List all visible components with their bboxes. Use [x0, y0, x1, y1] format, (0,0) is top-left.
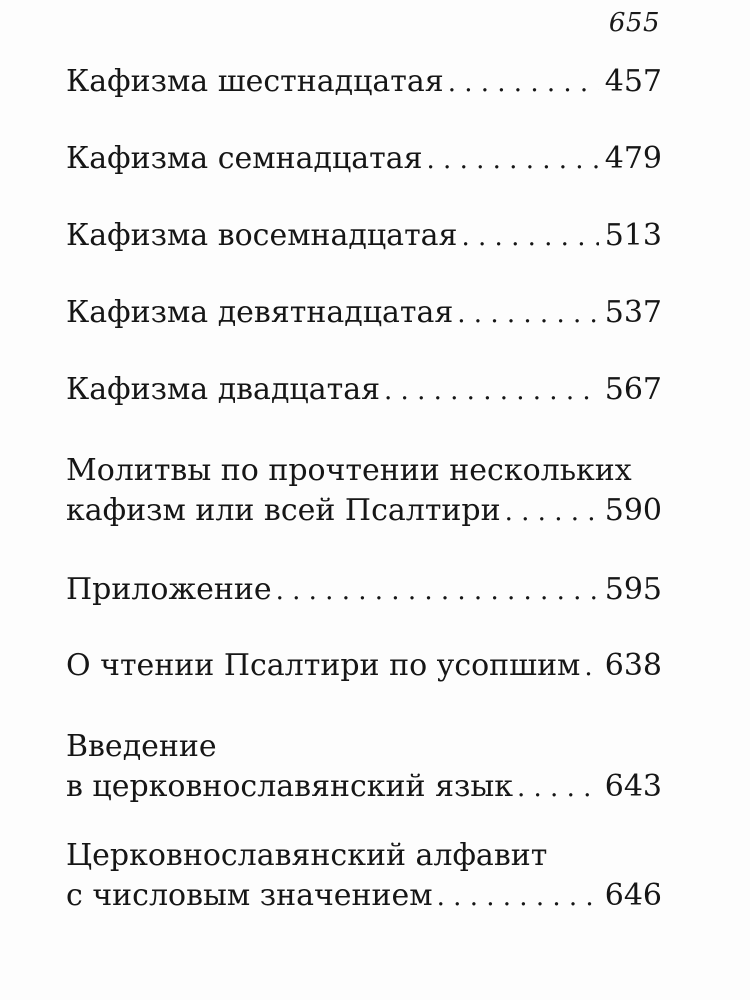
toc-entry-page: 643 [604, 769, 662, 804]
toc-entry-page: 479 [604, 141, 662, 176]
toc-entry-page: 646 [604, 878, 662, 913]
leader-dots [584, 647, 598, 687]
toc-entry-title: Кафизма восемнадцатая [66, 218, 458, 253]
toc-entry-title: О чтении Псалтири по усопшим [66, 648, 581, 683]
toc-entry[interactable] [66, 62, 662, 102]
toc-entry[interactable] [66, 370, 662, 410]
toc-entry-page: 590 [604, 493, 662, 528]
leader-dots [505, 492, 599, 532]
toc-entry[interactable] [66, 646, 662, 686]
toc-entry[interactable] [66, 727, 662, 807]
leader-dots [276, 571, 599, 611]
toc-entry-title-continued: кафизм или всей Псалтири [66, 493, 501, 528]
leader-dots [437, 877, 599, 917]
toc-entry[interactable] [66, 293, 662, 333]
leader-dots [448, 63, 599, 103]
leader-dots [384, 371, 599, 411]
toc-entry-title-continued: в церковнославянский язык [66, 769, 513, 804]
toc-entry-page: 638 [604, 648, 662, 683]
toc-entry-page: 457 [604, 64, 662, 99]
page-number: 655 [608, 8, 660, 38]
toc-entry[interactable] [66, 216, 662, 256]
toc-entry[interactable] [66, 451, 662, 531]
toc-entry-title: Кафизма шестнадцатая [66, 64, 444, 99]
leader-dots [517, 768, 599, 808]
toc-entry-title: Приложение [66, 572, 272, 607]
leader-dots [457, 294, 598, 334]
toc-entry-page: 513 [604, 218, 662, 253]
toc-entry-title: Церковнославянский алфавит [66, 838, 548, 873]
toc-entry-page: 567 [604, 372, 662, 407]
toc-entry-title: Молитвы по прочтении нескольких [66, 453, 632, 488]
toc-entry-page: 595 [604, 572, 662, 607]
toc-entry-title: Введение [66, 729, 217, 764]
leader-dots [427, 140, 599, 180]
toc-entry[interactable] [66, 836, 662, 916]
toc-entry-title: Кафизма девятнадцатая [66, 295, 454, 330]
toc-entry-title: Кафизма семнадцатая [66, 141, 423, 176]
toc-entry-title: Кафизма двадцатая [66, 372, 381, 407]
leader-dots [461, 217, 598, 257]
toc-entry-title-continued: с числовым значением [66, 878, 433, 913]
toc-entry[interactable] [66, 570, 662, 610]
toc-entry-page: 537 [604, 295, 662, 330]
toc-entry[interactable] [66, 139, 662, 179]
